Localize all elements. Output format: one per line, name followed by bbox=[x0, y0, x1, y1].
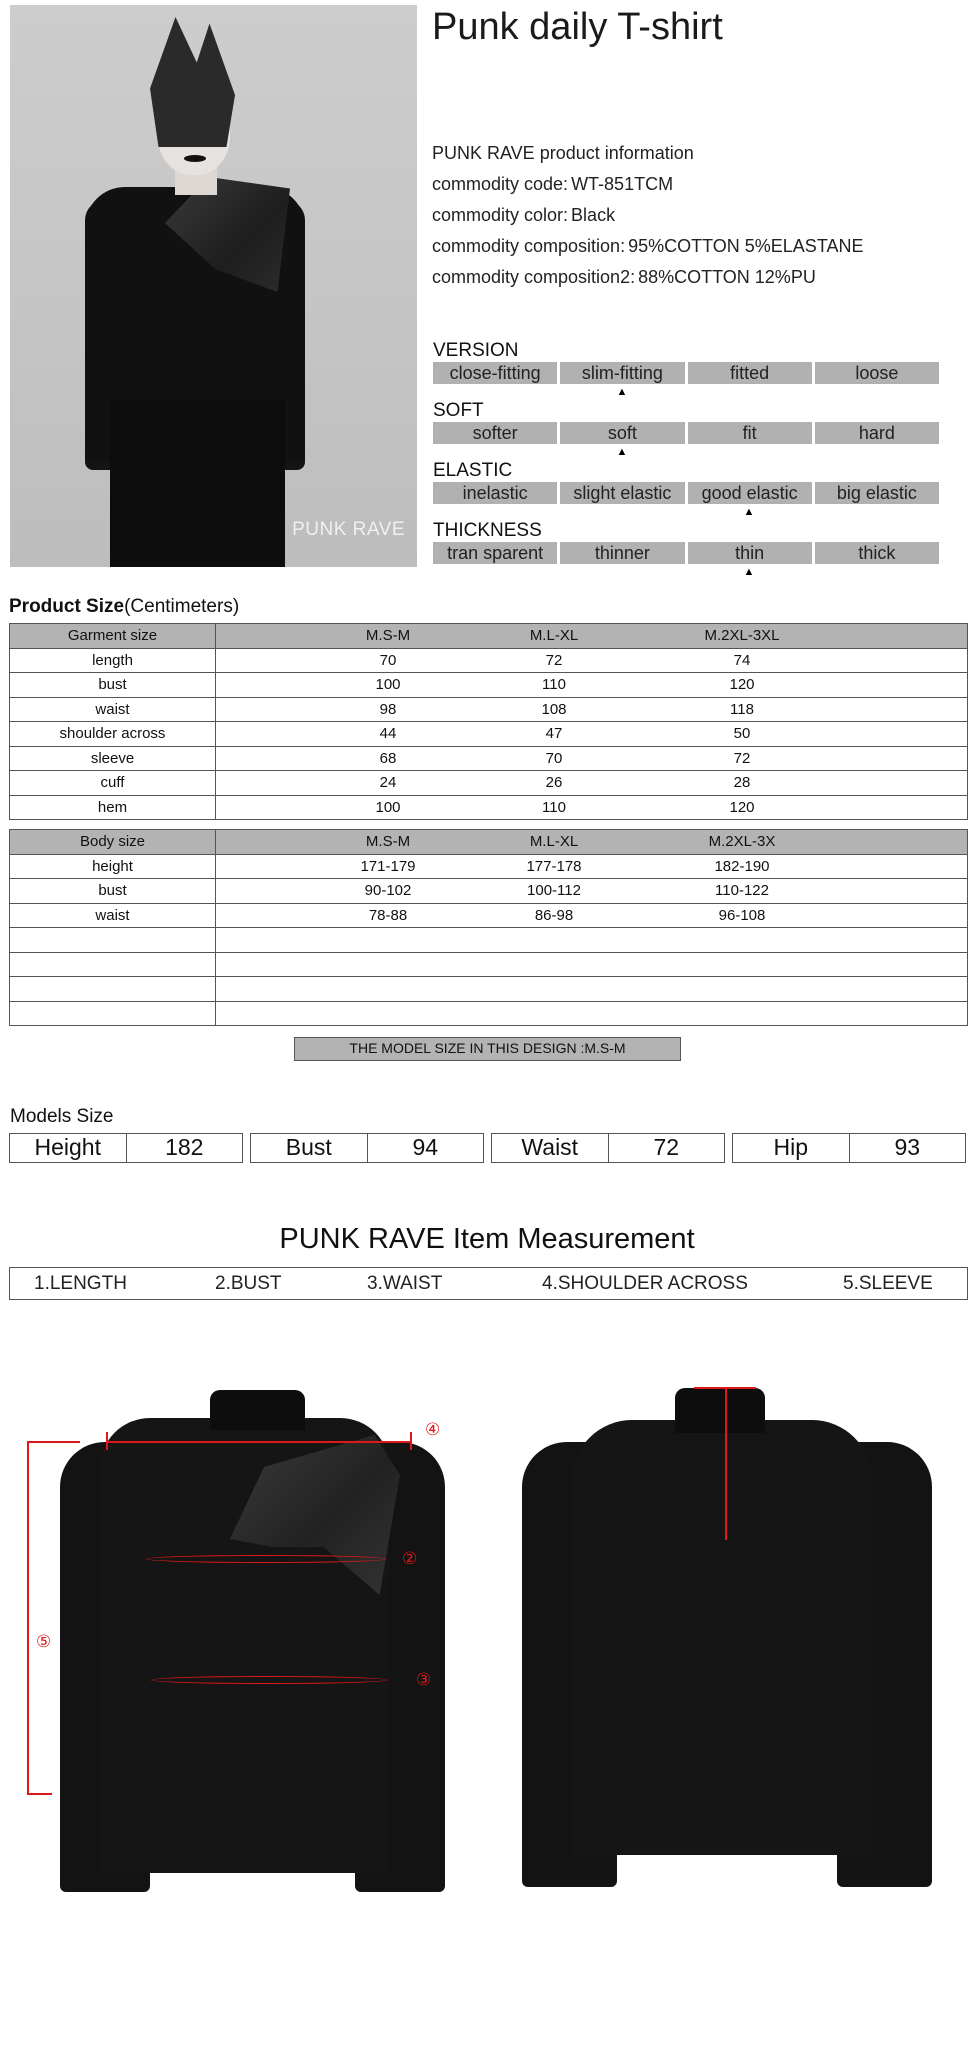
table-row bbox=[10, 648, 968, 673]
scale-bar bbox=[433, 482, 939, 504]
scale-option: softer bbox=[433, 422, 557, 444]
models-size-row bbox=[9, 1133, 966, 1163]
model-stat-value: 72 bbox=[653, 1134, 680, 1160]
info-heading: PUNK RAVE product information bbox=[432, 143, 694, 163]
empty-cell bbox=[10, 928, 216, 953]
table-cell: 110-122 bbox=[715, 882, 769, 900]
table-header-cell: M.2XL-3XL bbox=[704, 627, 780, 645]
scale-option: loose bbox=[815, 362, 939, 384]
body-size-table bbox=[9, 829, 968, 1026]
table-cell: 120 bbox=[729, 676, 755, 694]
shoulder-marker: ④ bbox=[425, 1420, 441, 1439]
row-values bbox=[216, 673, 968, 698]
table-cell: 171-179 bbox=[360, 857, 416, 875]
selected-marker-icon: ▲ bbox=[743, 566, 755, 578]
measurement-legend bbox=[9, 1267, 968, 1300]
table-header-cell: M.S-M bbox=[365, 833, 411, 851]
model-stat-label: Waist bbox=[492, 1134, 609, 1162]
product-size-heading: Product Size bbox=[9, 596, 125, 617]
empty-cell bbox=[10, 952, 216, 977]
row-label: height bbox=[10, 854, 216, 879]
front-collar bbox=[210, 1390, 305, 1430]
sleeve-measure-tick bbox=[27, 1441, 80, 1443]
table-header-cell: M.2XL-3X bbox=[708, 833, 776, 851]
scale-label: VERSION bbox=[433, 340, 519, 361]
scale-option: big elastic bbox=[815, 482, 939, 504]
table-cell: 44 bbox=[379, 725, 397, 743]
scale-option: hard bbox=[815, 422, 939, 444]
row-values bbox=[216, 746, 968, 771]
table-cell: 50 bbox=[733, 725, 751, 743]
models-size-title: Models Size bbox=[10, 1106, 114, 1127]
row-label: sleeve bbox=[10, 746, 216, 771]
table-cell: 70 bbox=[545, 749, 563, 767]
legend-waist: 3.WAIST bbox=[367, 1272, 443, 1294]
row-values bbox=[216, 722, 968, 747]
table-row bbox=[10, 903, 968, 928]
scale-option: close-fitting bbox=[433, 362, 557, 384]
scale-label: THICKNESS bbox=[433, 520, 542, 541]
legend-length: 1.LENGTH bbox=[34, 1272, 127, 1294]
scale-thickness bbox=[433, 520, 939, 580]
info-color bbox=[432, 200, 863, 231]
waist-marker: ③ bbox=[416, 1670, 432, 1689]
table-row bbox=[10, 697, 968, 722]
info-value: Black bbox=[571, 205, 616, 225]
scale-bar bbox=[433, 362, 939, 384]
scale-option: thick bbox=[815, 542, 939, 564]
product-size-title bbox=[9, 596, 239, 618]
shoulder-measure-line bbox=[106, 1441, 411, 1443]
row-label: waist bbox=[10, 697, 216, 722]
sleeve-measure-line bbox=[27, 1441, 29, 1794]
info-label: commodity code: bbox=[432, 174, 569, 194]
table-header-cell: Garment size bbox=[10, 624, 216, 649]
info-composition bbox=[432, 231, 863, 262]
row-label: bust bbox=[10, 879, 216, 904]
model-hip bbox=[732, 1133, 966, 1163]
measurement-title: PUNK RAVE Item Measurement bbox=[279, 1223, 695, 1255]
row-label: length bbox=[10, 648, 216, 673]
table-cell: 177-178 bbox=[526, 857, 582, 875]
row-label: bust bbox=[10, 673, 216, 698]
table-row bbox=[10, 722, 968, 747]
shoulder-measure-tick bbox=[106, 1432, 108, 1450]
garment-front-diagram bbox=[0, 1340, 487, 2048]
shoulder-measure-tick bbox=[410, 1432, 412, 1450]
model-waist bbox=[491, 1133, 725, 1163]
table-row bbox=[10, 879, 968, 904]
empty-cell bbox=[216, 1001, 968, 1026]
scale-option: soft bbox=[560, 422, 684, 444]
scale-option: fit bbox=[688, 422, 812, 444]
table-row bbox=[10, 746, 968, 771]
info-value: 95%COTTON 5%ELASTANE bbox=[628, 236, 864, 256]
table-cell: 26 bbox=[545, 774, 563, 792]
table-cell: 74 bbox=[733, 651, 751, 669]
table-header-row bbox=[10, 624, 968, 649]
scale-option: inelastic bbox=[433, 482, 557, 504]
table-cell: 118 bbox=[730, 700, 754, 718]
table-row-empty bbox=[10, 1001, 968, 1026]
back-collar bbox=[675, 1388, 765, 1433]
table-header-cell: M.L-XL bbox=[529, 627, 579, 645]
model-height bbox=[9, 1133, 243, 1163]
scale-option: tran sparent bbox=[433, 542, 557, 564]
table-cell: 90-102 bbox=[364, 882, 412, 900]
empty-cell bbox=[216, 952, 968, 977]
table-cell: 47 bbox=[545, 725, 563, 743]
scale-option: fitted bbox=[688, 362, 812, 384]
empty-cell bbox=[10, 1001, 216, 1026]
table-cell: 100 bbox=[375, 676, 401, 694]
selected-marker-icon: ▲ bbox=[616, 386, 628, 398]
info-label: commodity color: bbox=[432, 205, 569, 225]
table-cell: 70 bbox=[379, 651, 397, 669]
model-stat-value: 93 bbox=[894, 1134, 921, 1160]
table-cell: 98 bbox=[379, 700, 397, 718]
scale-option: thin bbox=[688, 542, 812, 564]
row-values bbox=[216, 879, 968, 904]
table-cell: 110 bbox=[542, 676, 566, 694]
table-header-row bbox=[10, 830, 968, 855]
length-measure-line bbox=[725, 1387, 727, 1540]
photo-hair bbox=[150, 17, 235, 147]
table-cell: 110 bbox=[542, 798, 566, 816]
model-stat-label: Bust bbox=[251, 1134, 368, 1162]
table-header-cell: Body size bbox=[10, 830, 216, 855]
selected-marker-icon: ▲ bbox=[616, 446, 628, 458]
table-header-cell: M.L-XL bbox=[529, 833, 579, 851]
table-row bbox=[10, 673, 968, 698]
row-values bbox=[216, 771, 968, 796]
table-cell: 100-112 bbox=[527, 882, 581, 900]
row-values bbox=[216, 903, 968, 928]
row-label: hem bbox=[10, 795, 216, 820]
garment-size-table bbox=[9, 623, 968, 820]
scale-bar bbox=[433, 542, 939, 564]
scale-option: thinner bbox=[560, 542, 684, 564]
info-label: commodity composition2: bbox=[432, 267, 636, 287]
table-row-empty bbox=[10, 928, 968, 953]
scale-elastic bbox=[433, 460, 939, 520]
table-row-empty bbox=[10, 977, 968, 1002]
table-row bbox=[10, 795, 968, 820]
table-cell: 86-98 bbox=[534, 906, 574, 924]
empty-cell bbox=[10, 977, 216, 1002]
info-value: WT-851TCM bbox=[571, 174, 674, 194]
table-header-values bbox=[216, 830, 968, 855]
scale-option: slight elastic bbox=[560, 482, 684, 504]
photo-pants bbox=[110, 400, 285, 567]
legend-bust: 2.BUST bbox=[215, 1272, 282, 1294]
table-cell: 78-88 bbox=[368, 906, 408, 924]
table-cell: 120 bbox=[729, 798, 755, 816]
table-cell: 108 bbox=[541, 700, 567, 718]
scale-label: ELASTIC bbox=[433, 460, 513, 481]
info-composition2 bbox=[432, 262, 863, 293]
scale-option: slim-fitting bbox=[560, 362, 684, 384]
info-value: 88%COTTON 12%PU bbox=[638, 267, 816, 287]
table-cell: 28 bbox=[733, 774, 751, 792]
scale-soft bbox=[433, 400, 939, 460]
table-cell: 100 bbox=[375, 798, 401, 816]
table-cell: 182-190 bbox=[714, 857, 770, 875]
scale-version bbox=[433, 340, 939, 400]
empty-cell bbox=[216, 928, 968, 953]
product-info bbox=[432, 138, 863, 293]
model-stat-label: Hip bbox=[733, 1134, 850, 1162]
row-label: waist bbox=[10, 903, 216, 928]
product-size-unit: (Centimeters) bbox=[124, 596, 240, 617]
table-cell: 24 bbox=[379, 774, 397, 792]
legend-shoulder-across: 4.SHOULDER ACROSS bbox=[542, 1272, 748, 1294]
bust-marker: ② bbox=[402, 1549, 418, 1568]
garment-back-diagram bbox=[487, 1340, 974, 2048]
row-label: shoulder across bbox=[10, 722, 216, 747]
product-title: Punk daily T-shirt bbox=[432, 6, 723, 48]
table-row bbox=[10, 854, 968, 879]
scale-bar bbox=[433, 422, 939, 444]
attribute-scales bbox=[433, 340, 939, 580]
model-stat-value: 182 bbox=[165, 1134, 204, 1160]
photo-lips bbox=[184, 155, 206, 162]
table-cell: 68 bbox=[379, 749, 397, 767]
brand-watermark: PUNK RAVE bbox=[292, 519, 405, 540]
table-cell: 72 bbox=[733, 749, 751, 767]
table-row bbox=[10, 771, 968, 796]
bust-measure-oval bbox=[146, 1555, 386, 1563]
info-label: commodity composition: bbox=[432, 236, 626, 256]
scale-label: SOFT bbox=[433, 400, 484, 421]
table-cell: 72 bbox=[545, 651, 563, 669]
sleeve-measure-tick bbox=[27, 1793, 52, 1795]
row-values bbox=[216, 697, 968, 722]
table-header-values bbox=[216, 624, 968, 649]
table-row-empty bbox=[10, 952, 968, 977]
selected-marker-icon: ▲ bbox=[743, 506, 755, 518]
row-values bbox=[216, 795, 968, 820]
empty-cell bbox=[216, 977, 968, 1002]
legend-sleeve: 5.SLEEVE bbox=[843, 1272, 933, 1294]
model-bust bbox=[250, 1133, 484, 1163]
model-stat-value: 94 bbox=[412, 1134, 439, 1160]
scale-option: good elastic bbox=[688, 482, 812, 504]
table-cell: 96-108 bbox=[718, 906, 766, 924]
sleeve-marker: ⑤ bbox=[36, 1632, 52, 1651]
model-photo bbox=[10, 5, 417, 567]
back-body bbox=[572, 1420, 872, 1855]
model-size-note: THE MODEL SIZE IN THIS DESIGN :M.S-M bbox=[294, 1037, 681, 1061]
row-label: cuff bbox=[10, 771, 216, 796]
table-header-cell: M.S-M bbox=[365, 627, 411, 645]
model-stat-label: Height bbox=[10, 1134, 127, 1162]
row-values bbox=[216, 648, 968, 673]
row-values bbox=[216, 854, 968, 879]
info-code bbox=[432, 169, 863, 200]
waist-measure-oval bbox=[151, 1676, 387, 1684]
